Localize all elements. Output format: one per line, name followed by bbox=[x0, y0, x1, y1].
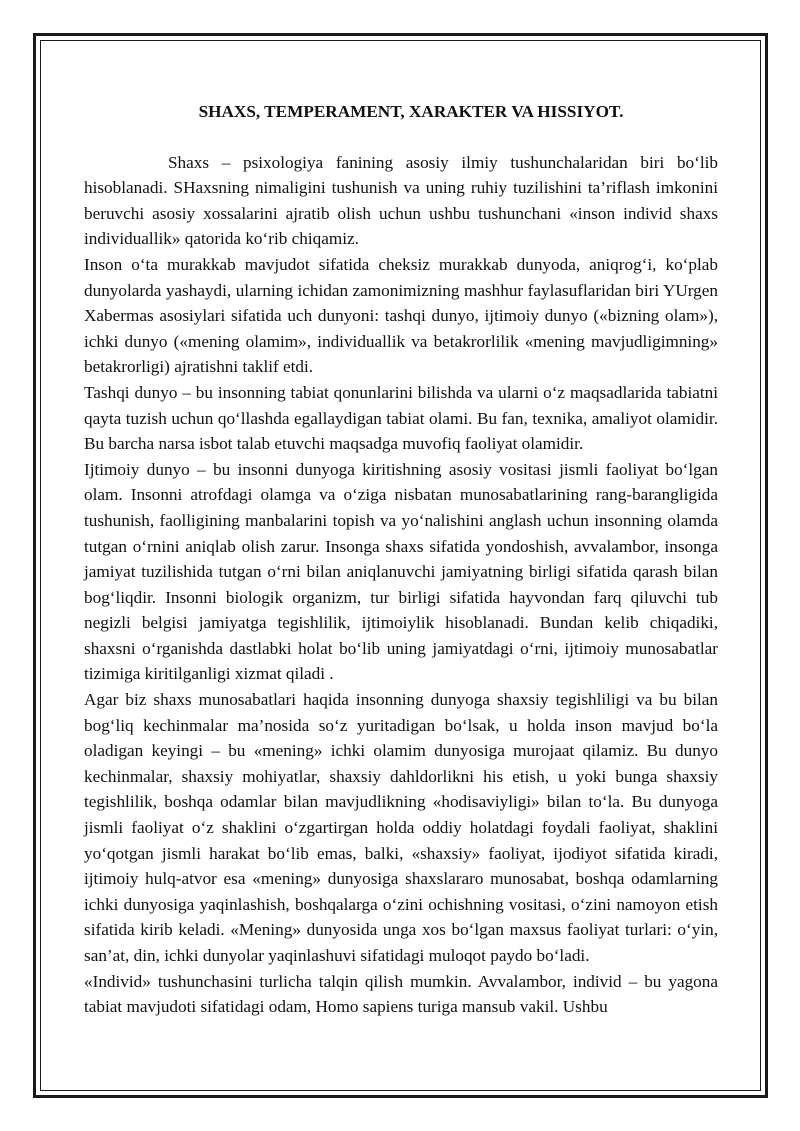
paragraph-shaxs-intro: Shaxs – psixologiya fanining asosiy ilmiy tushunchalaridan biri bo‘lib hisoblanadi. SHaxsning nimaligini tushunish va uning ruhiy tuzilishini ta’riflash imkonini beruvchi asosiy xossalarini ajratib olish uchun ushbu tushunchani «inson individ shaxs individuallik» qatorida ko‘rib chiqamiz. bbox=[84, 152, 718, 249]
paragraph-three-worlds: Inson o‘ta murakkab mavjudot sifatida cheksiz murakkab dunyoda, aniqrog‘i, ko‘plab dunyolarda yashaydi, ularning ichidan zamonimizning mashhur faylasuflaridan biri YUrgen Xabermas asosiylari sifatida uch dunyoni: tashqi dunyo, ijtimoiy dunyo («bizning olam»), ichki dunyo («mening olamim», individuallik va betakrorlilik «mening mavjudligimning» betakrorligi) ajratishni taklif etdi. bbox=[84, 254, 718, 377]
paragraph-inner-world: Agar biz shaxs munosabatlari haqida insonning dunyoga shaxsiy tegishliligi va bu bilan bog‘liq kechinmalar ma’nosida so‘z yuritadigan bo‘lsak, u holda inson mavjud bo‘la oladigan keyingi – bu «mening» ichki olamim dunyosiga murojaat qilamiz. Bu dunyo kechinmalar, shaxsiy mohiyatlar, shaxsiy dahldorlikni his etish, u yoki bunga shaxsiy tegishlilik, boshqa odamlar bilan mavjudlikning «hodisaviyligi» bilan to‘la. Bu dunyoga jismli faoliyat o‘z shaklini o‘zgartirgan holda oddiy holatdagi foydali faoliyat, shaklini yo‘qotgan jismli harakat bo‘lib emas, balki, «shaxsiy» faoliyat, ijodiyot sifatida kiradi, ijtimoiy hulq-atvor esa «mening» dunyosiga shaxslararo munosabat, boshqa odamlarning ichki dunyosiga yaqinlashish, boshqalarga o‘zini ochishning vositasi, o‘zini namoyon etish sifatida kirib keladi. «Mening» dunyosida unga xos bo‘lgan maxsus faoliyat turlari: o‘yin, san’at, din, ichki dunyolar yaqinlashuvi sifatidagi muloqot paydo bo‘ladi. bbox=[84, 690, 718, 965]
paragraph-social-world: Ijtimoiy dunyo – bu insonni dunyoga kiritishning asosiy vositasi jismli faoliyat bo‘lgan olam. Insonni atrofdagi olamga va o‘ziga nisbatan munosabatlarining rang-barangligida tushunish, faolligining manbalarini topish va yo‘nalishini anglash uchun insonning olamda tutgan o‘rnini aniqlab olish zarur. Insonga shaxs sifatida yondoshish, avvalambor, insonga jamiyat tuzilishida tutgan o‘rni bilan aniqlanuvchi jamiyatning birligi sifatida qarash bilan bog‘liqdir. Insonni biologik organizm, tur birligi sifatida hayvondan farq qiluvchi tub negizli belgisi jamiyatga tegishlilik, ijtimoiylik hisoblanadi. Bundan kelib chiqadiki, shaxsni o‘rganishda dastlabki holat bo‘lib uning jamiyatdagi o‘rni, ijtimoiy munosabatlar tizimiga kiritilganligi xizmat qiladi . bbox=[84, 459, 718, 684]
paragraph-individ: «Individ» tushunchasini turlicha talqin qilish mumkin. Avvalambor, individ – bu yagona tabiat mavjudoti sifatidagi odam, Homo sapiens turiga mansub vakil. Ushbu bbox=[84, 971, 718, 1017]
document-title: SHAXS, TEMPERAMENT, XARAKTER VA HISSIYOT. bbox=[198, 102, 624, 121]
paragraph-external-world: Tashqi dunyo – bu insonning tabiat qonunlarini bilishda va ularni o‘z maqsadlarida tabiatni qayta tuzish uchun qo‘llashda egallaydigan tabiat olami. Bu fan, texnika, amaliyot olamidir. Bu barcha narsa isbot talab etuvchi maqsadga muvofiq faoliyat olamidir. bbox=[84, 382, 718, 454]
document-body bbox=[84, 99, 718, 1020]
